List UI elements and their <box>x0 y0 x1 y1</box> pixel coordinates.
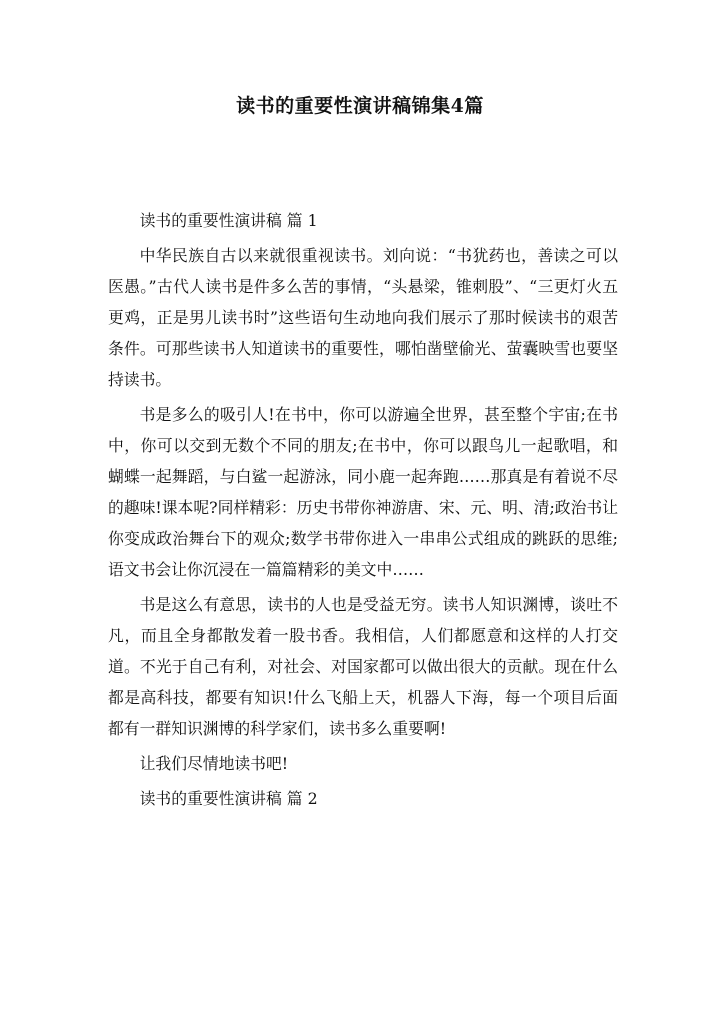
section-heading-1: 读书的重要性演讲稿 篇 1 <box>139 211 318 230</box>
section-heading-2: 读书的重要性演讲稿 篇 2 <box>139 789 318 808</box>
paragraph-4: 让我们尽情地读书吧! <box>139 754 289 773</box>
document-title: 读书的重要性演讲稿锦集4篇 <box>236 95 484 117</box>
paragraph-2: 书是多么的吸引人!在书中，你可以游遍全世界，甚至整个宇宙;在书中，你可以交到无数个不同的朋友;在书中，你可以跟鸟儿一起歌唱，和蝴蝶一起舞蹈，与白鲨一起游泳，同小鹿一起奔跑……那真是有着说不尽的趣味!课本呢?同样精彩：历史书带你神游唐、宋、元、明、清;政治书让你变成政治舞台下的观众;数学书带你进入一串串公式组成的跳跃的思维;语文书会让你沉浸在一篇篇精彩的美文中…… <box>108 405 618 579</box>
paragraph-3: 书是这么有意思，读书的人也是受益无穷。读书人知识渊博，谈吐不凡，而且全身都散发着一股书香。我相信，人们都愿意和这样的人打交道。不光于自己有利，对社会、对国家都可以做出很大的贡献。现在什么都是高科技，都要有知识!什么飞船上天，机器人下海，每一个项目后面都有一群知识渊博的科学家们，读书多么重要啊! <box>108 595 618 738</box>
paragraph-1: 中华民族自古以来就很重视读书。刘向说：“书犹药也，善读之可以医愚。”古代人读书是件多么苦的事情，“头悬梁，锥刺股”、“三更灯火五更鸡，正是男儿读书时”这些语句生动地向我们展示了那时候读书的艰苦条件。可那些读书人知道读书的重要性，哪怕凿壁偷光、萤囊映雪也要坚持读书。 <box>108 246 618 389</box>
document-body <box>108 205 618 818</box>
